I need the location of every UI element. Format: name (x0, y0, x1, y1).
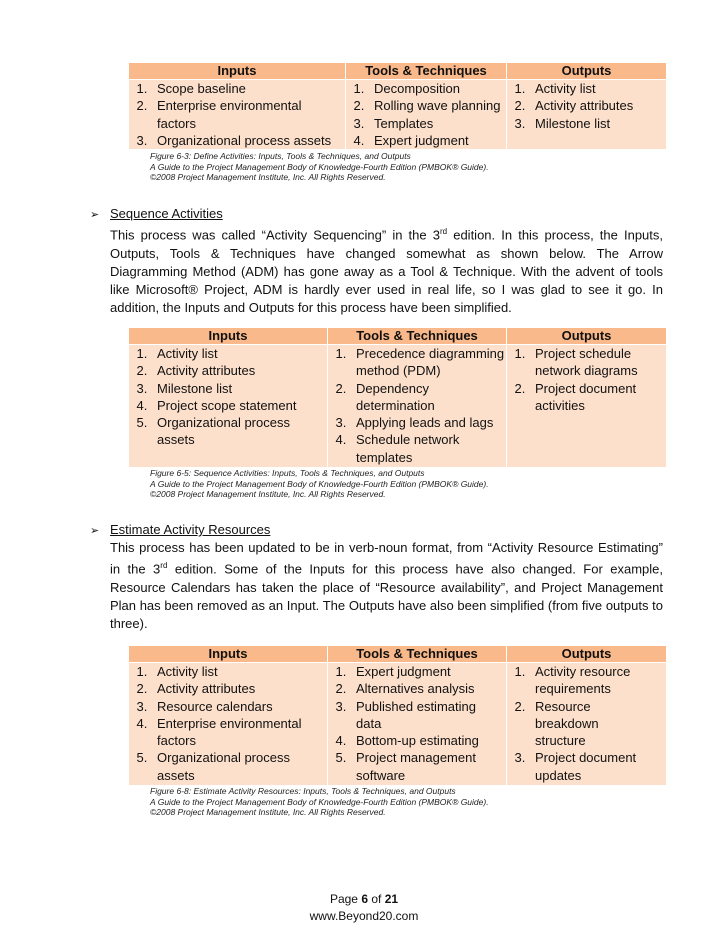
page-total: 21 (384, 892, 399, 906)
caption-title: Figure 6-8: Estimate Activity Resources: Inputs, Tools & Techniques, and Outputs (150, 786, 456, 796)
outputs-list (507, 663, 666, 784)
list-item: 5. Organizational process assets (151, 749, 327, 784)
list-item: 3. Milestone list (151, 380, 327, 397)
list-item: 1. Activity list (151, 345, 327, 362)
website-url: www.Beyond20.com (309, 909, 419, 923)
list-item: 3. Applying leads and lags (350, 414, 506, 431)
page-number (0, 891, 728, 908)
list-item: 1. Activity list (529, 80, 666, 97)
list-item: 2. Rolling wave planning (368, 97, 506, 114)
caption-source: A Guide to the Project Management Body of Knowledge-Fourth Edition (PMBOK® Guide). (150, 796, 489, 807)
superscript: rd (439, 227, 448, 237)
caption-copyright: ©2008 Project Management Institute, Inc. All Rights Reserved. (150, 807, 386, 817)
page-of: of (368, 892, 385, 906)
list-item: 2. Activity attributes (529, 97, 666, 114)
list-item: 2. Enterprise environmental factors (151, 97, 345, 132)
tools-header: Tools & Techniques (346, 63, 507, 80)
caption-title: Figure 6-3: Define Activities: Inputs, Tools & Techniques, and Outputs (150, 151, 411, 161)
section-paragraph (110, 539, 663, 633)
tools-header: Tools & Techniques (328, 646, 507, 663)
list-item: 1. Precedence diagramming method (PDM) (350, 345, 506, 380)
outputs-list (507, 345, 666, 414)
inputs-header: Inputs (129, 63, 346, 80)
inputs-header: Inputs (129, 646, 328, 663)
tools-list (328, 663, 506, 784)
list-item: 2. Dependency determination (350, 380, 506, 415)
page-footer (0, 891, 728, 925)
figure-caption (150, 468, 489, 500)
list-item: 5. Organizational process assets (151, 414, 327, 449)
inputs-header: Inputs (129, 328, 328, 345)
section-title (90, 205, 663, 223)
inputs-list (129, 345, 327, 449)
caption-title: Figure 6-5: Sequence Activities: Inputs, Tools & Techniques, and Outputs (150, 468, 425, 478)
list-item: 2. Alternatives analysis (350, 680, 506, 697)
list-item: 4. Project scope statement (151, 397, 327, 414)
paragraph-text: This process was called “Activity Sequencing” in the 3 (110, 227, 440, 243)
list-item: 4. Expert judgment (368, 132, 506, 149)
inputs-list (129, 663, 327, 784)
list-item: 1. Project schedule network diagrams (529, 345, 666, 380)
list-item: 1. Scope baseline (151, 80, 345, 97)
list-item: 3. Organizational process assets (151, 132, 345, 149)
tools-list (346, 80, 506, 149)
arrow-bullet-icon: ➢ (90, 209, 100, 221)
caption-copyright: ©2008 Project Management Institute, Inc. All Rights Reserved. (150, 489, 386, 499)
list-item: 3. Milestone list (529, 115, 666, 132)
section-title-text: Sequence Activities (110, 206, 223, 221)
list-item: 2. Activity attributes (151, 362, 327, 379)
section-title (90, 521, 663, 539)
outputs-header: Outputs (507, 646, 667, 663)
list-item: 4. Enterprise environmental factors (151, 715, 327, 750)
define-activities-table (128, 62, 667, 149)
list-item: 2. Project document activities (529, 380, 666, 415)
sequence-activities-section (90, 205, 663, 318)
page-current: 6 (361, 892, 368, 906)
outputs-header: Outputs (507, 328, 667, 345)
superscript: rd (160, 561, 168, 571)
outputs-header: Outputs (507, 63, 667, 80)
sequence-activities-table (128, 327, 667, 467)
list-item: 4. Schedule network templates (350, 431, 506, 466)
list-item: 3. Published estimating data (350, 698, 506, 733)
page-label: Page (329, 892, 362, 906)
list-item: 1. Activity list (151, 663, 327, 680)
paragraph-text: edition. In this process, the Inputs, Outputs, Tools & Techniques have changed somewhat as shown below. The Arrow Diagramming Method (ADM) has gone away as a Tool & Technique. With the advent of tools like Microsoft® Project, ADM is hardly ever used in real life, so I was glad to see it go. In addition, the Inputs and Outputs for this process have been simplified. (110, 227, 663, 316)
figure-caption (150, 786, 489, 818)
list-item: 3. Templates (368, 115, 506, 132)
tools-list (328, 345, 506, 466)
list-item: 1. Expert judgment (350, 663, 506, 680)
list-item: 2. Resource breakdown structure (529, 698, 666, 750)
inputs-list (129, 80, 345, 149)
caption-source: A Guide to the Project Management Body of Knowledge-Fourth Edition (PMBOK® Guide). (150, 478, 489, 489)
caption-copyright: ©2008 Project Management Institute, Inc. All Rights Reserved. (150, 172, 386, 182)
paragraph-text: This process has been updated to be in verb-noun format, from “Activity Resource Estimating” in the 3 (110, 540, 663, 577)
list-item: 2. Activity attributes (151, 680, 327, 697)
list-item: 5. Project management software (350, 749, 506, 784)
list-item: 3. Project document updates (529, 749, 666, 784)
estimate-activity-resources-section (90, 521, 663, 634)
list-item: 4. Bottom-up estimating (350, 732, 506, 749)
section-paragraph (110, 223, 663, 317)
figure-caption (150, 151, 489, 183)
list-item: 1. Activity resource requirements (529, 663, 666, 698)
arrow-bullet-icon: ➢ (90, 525, 100, 537)
list-item: 1. Decomposition (368, 80, 506, 97)
section-title-text: Estimate Activity Resources (110, 522, 271, 537)
estimate-activity-resources-table (128, 645, 667, 785)
list-item: 3. Resource calendars (151, 698, 327, 715)
caption-source: A Guide to the Project Management Body of Knowledge-Fourth Edition (PMBOK® Guide). (150, 161, 489, 172)
paragraph-text: edition. Some of the Inputs for this process have also changed. For example, Resource Calendars has taken the place of “Resource availability”, and Project Management Plan has been removed as an Input. The Outputs have also been simplified (from five outputs to three). (110, 561, 663, 632)
outputs-list (507, 80, 666, 132)
tools-header: Tools & Techniques (328, 328, 507, 345)
